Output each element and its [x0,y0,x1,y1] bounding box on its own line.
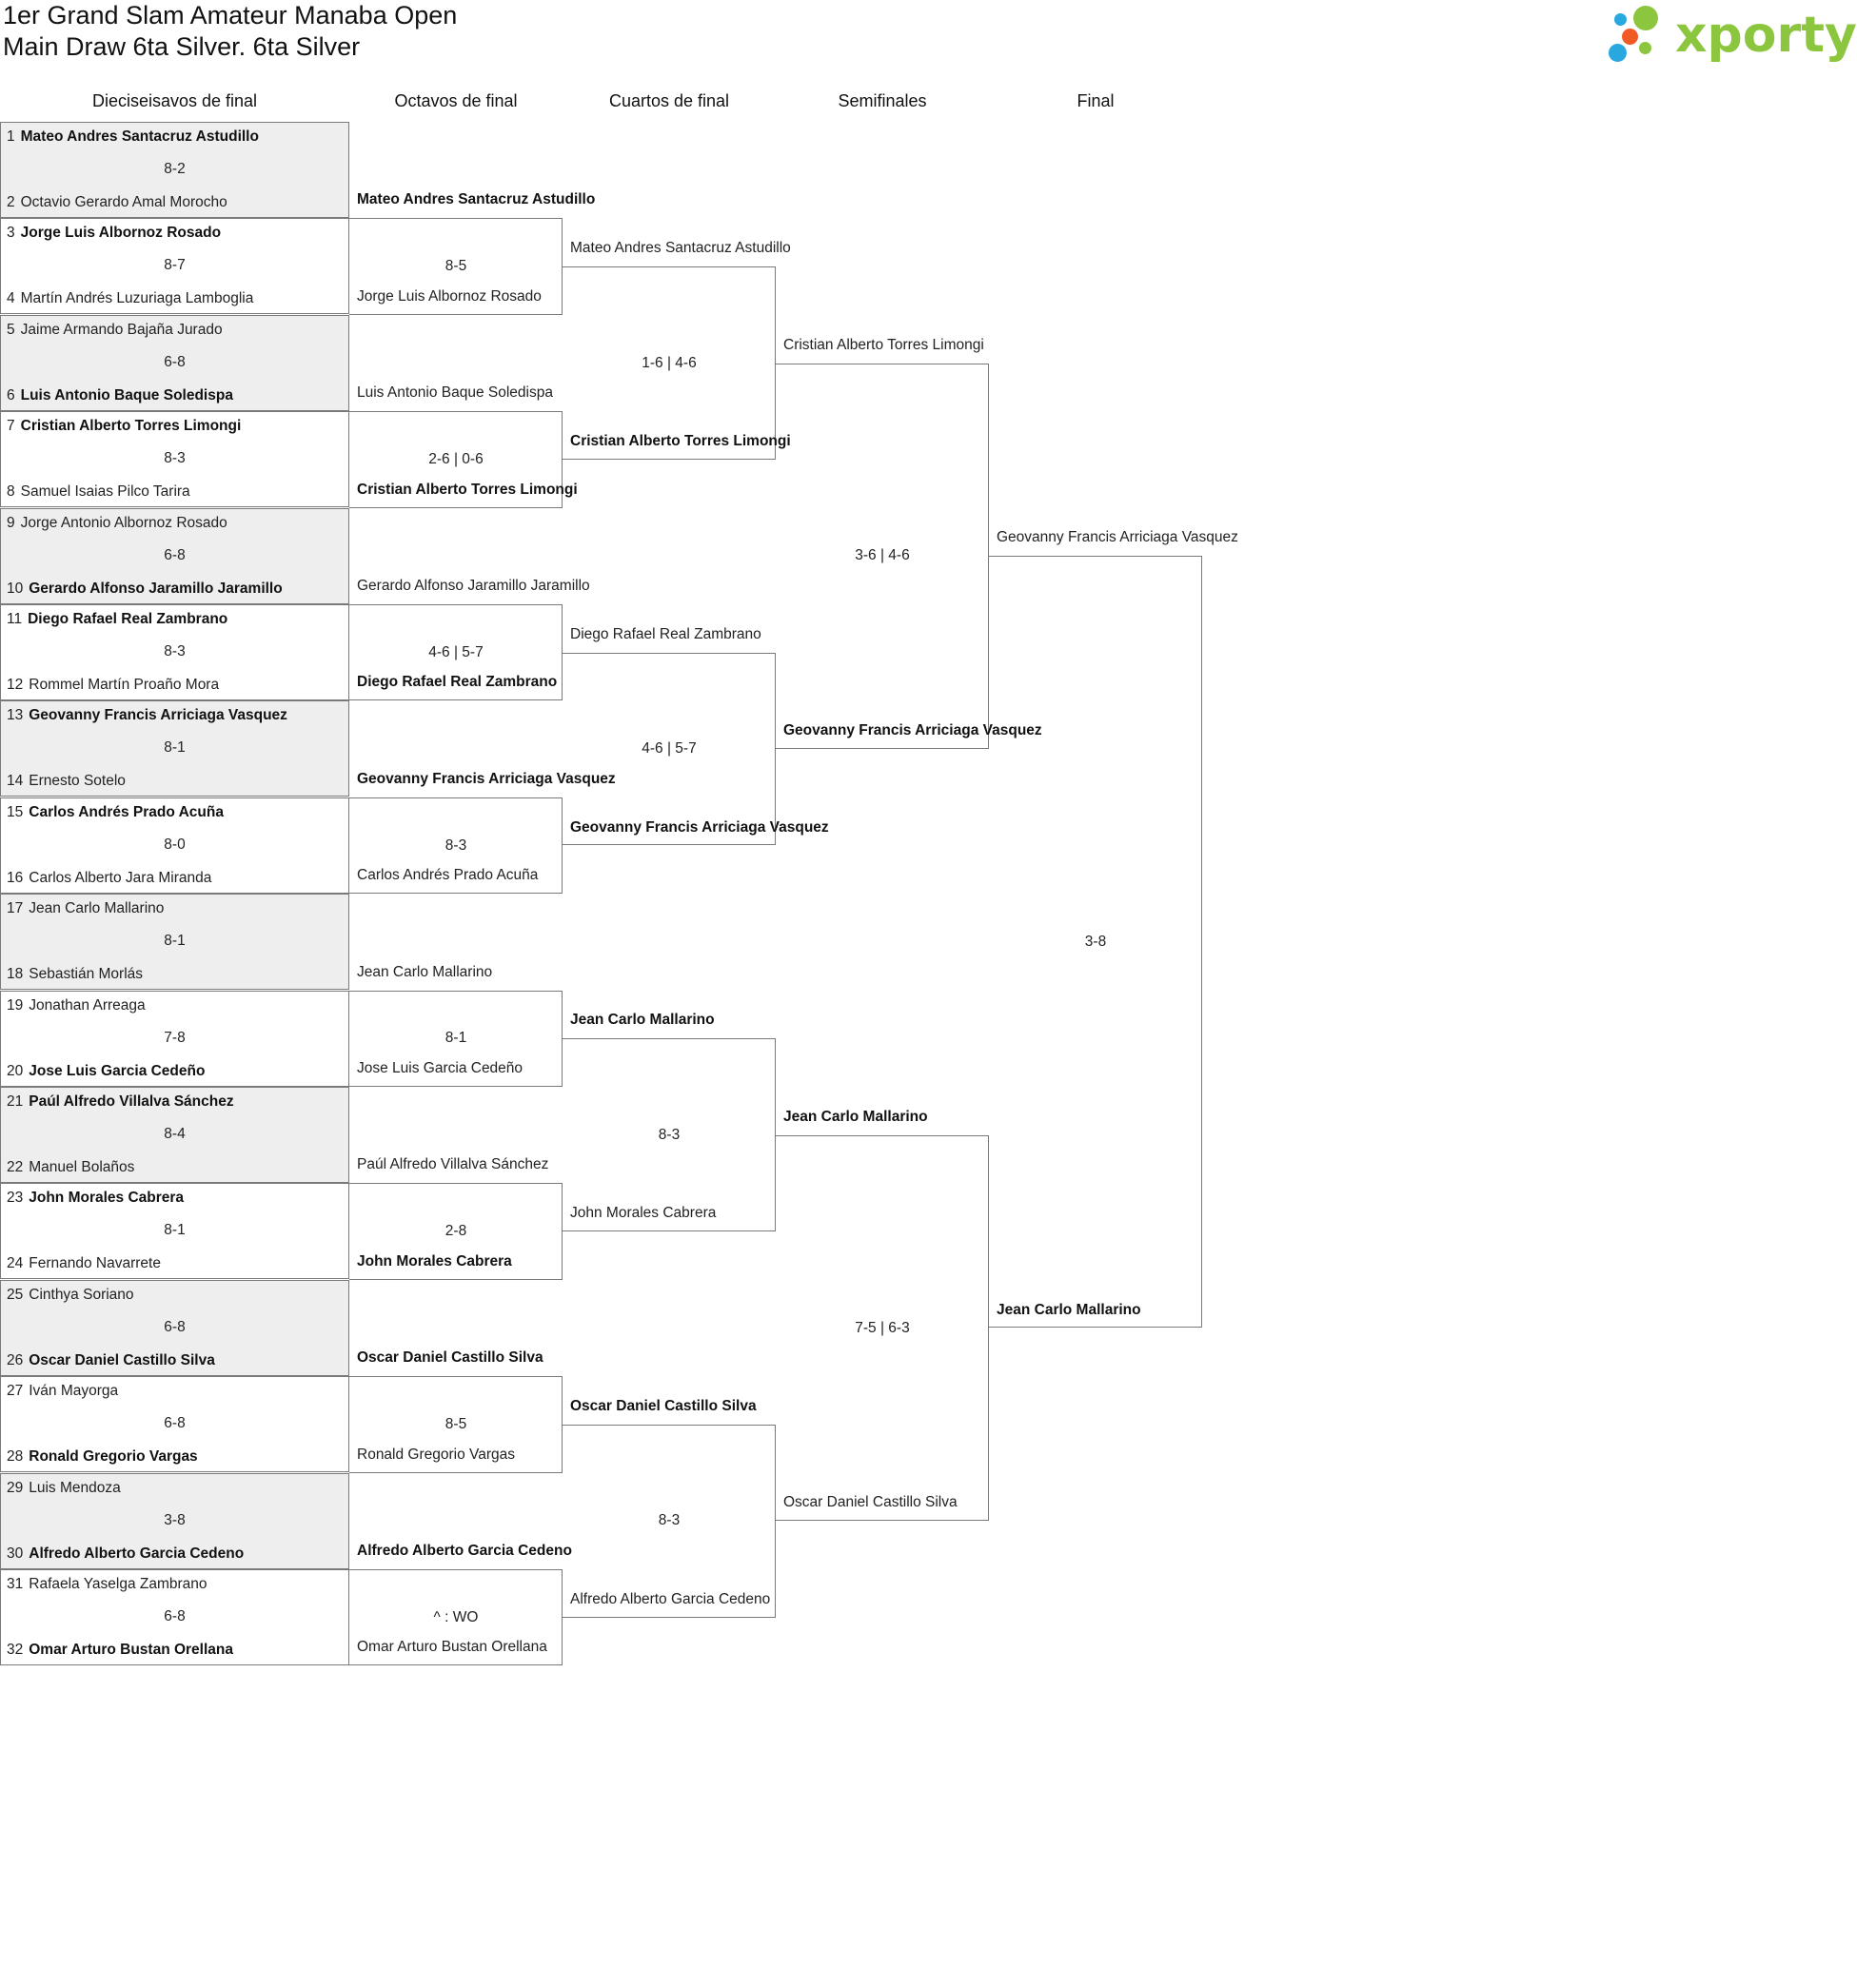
player-name: Carlos Alberto Jara Miranda [29,869,212,886]
match-score: 8-0 [164,836,186,853]
player-name[interactable]: Mateo Andres Santacruz Astudillo [570,240,791,257]
player-name: Cristian Alberto Torres Limongi [20,418,242,435]
player-name[interactable]: Diego Rafael Real Zambrano [570,625,761,642]
round-header-1: Dieciseisavos de final [91,91,258,110]
player-name[interactable]: Jean Carlo Mallarino [357,963,493,980]
player-seed: 26 [7,1351,24,1368]
player-name: Omar Arturo Bustan Orellana [29,1642,234,1658]
match-score: 8-5 [444,1415,467,1432]
player-entry[interactable] [7,1447,346,1466]
match-score: 8-3 [164,643,186,659]
r1-match [0,1087,349,1183]
player-name[interactable]: Geovanny Francis Arriciaga Vasquez [997,529,1238,546]
match-score: 7-5 | 6-3 [855,1319,910,1336]
player-seed: 18 [7,966,24,983]
player-name: Luis Antonio Baque Soledispa [20,386,233,404]
player-entry[interactable] [7,1062,346,1081]
player-name: Cinthya Soriano [29,1286,134,1303]
player-name: Gerardo Alfonso Jaramillo Jaramillo [29,580,283,597]
player-seed: 28 [7,1448,24,1466]
player-name[interactable]: Geovanny Francis Arriciaga Vasquez [570,818,829,836]
player-name: Manuel Bolaños [29,1159,135,1175]
player-seed: 25 [7,1286,24,1303]
player-seed: 14 [7,773,24,790]
player-seed: 5 [7,321,15,338]
r1-match [0,797,349,894]
match-score: 8-3 [658,1512,681,1529]
player-name: Jonathan Arreaga [29,996,146,1014]
match-score: 1-6 | 4-6 [642,354,697,371]
match-score: 2-6 | 0-6 [428,450,484,467]
player-entry[interactable] [7,676,346,695]
match-score: 3-8 [1084,933,1107,950]
match-score: 8-3 [444,837,467,854]
player-name[interactable]: Alfredo Alberto Garcia Cedeno [570,1590,771,1607]
player-entry[interactable] [7,514,346,533]
r1-match [0,1280,349,1376]
r1-match [0,894,349,990]
player-name[interactable]: Alfredo Alberto Garcia Cedeno [357,1543,572,1559]
round-header-4: Semifinales [838,91,927,110]
logo-dot-orange [1622,29,1638,45]
player-seed: 20 [7,1062,24,1079]
player-name: Jaime Armando Bajaña Jurado [20,321,223,338]
match-score: 8-2 [164,161,186,177]
player-seed: 1 [7,128,15,145]
player-entry[interactable] [7,899,346,918]
player-name: Jose Luis Garcia Cedeño [29,1062,206,1079]
player-name[interactable]: Geovanny Francis Arriciaga Vasquez [357,770,616,787]
player-name: Fernando Navarrete [29,1255,161,1272]
r1-match [0,218,349,314]
match-score: 8-1 [164,739,186,757]
player-entry[interactable] [7,580,346,599]
player-name[interactable]: Gerardo Alfonso Jaramillo Jaramillo [357,578,590,594]
player-name: Iván Mayorga [29,1383,119,1400]
player-name[interactable]: Jose Luis Garcia Cedeño [357,1060,524,1076]
match-score: 6-8 [164,1318,186,1335]
logo-dot-blue-small [1614,13,1627,26]
player-entry[interactable] [7,1479,346,1498]
player-name: Jorge Antonio Albornoz Rosado [20,514,227,531]
player-name: Sebastián Morlás [29,966,144,983]
player-seed: 11 [7,611,23,627]
player-name[interactable]: Jean Carlo Mallarino [570,1012,715,1029]
player-name: Diego Rafael Real Zambrano [28,611,228,627]
player-entry[interactable] [7,869,346,888]
match-score: 6-8 [164,546,186,563]
player-seed: 24 [7,1255,24,1272]
player-seed: 31 [7,1576,24,1592]
player-name[interactable]: Cristian Alberto Torres Limongi [783,336,984,353]
player-name: Paúl Alfredo Villalva Sánchez [29,1093,234,1110]
player-name: Mateo Andres Santacruz Astudillo [20,128,259,145]
r1-match [0,604,349,700]
player-entry[interactable] [7,1382,346,1401]
player-seed: 15 [7,803,24,820]
player-name: Ernesto Sotelo [29,773,126,790]
player-entry[interactable] [7,193,346,212]
player-name: Samuel Isaias Pilco Tarira [20,483,190,501]
player-entry[interactable] [7,482,346,502]
r1-match [0,1183,349,1279]
player-seed: 8 [7,483,15,501]
player-entry[interactable] [7,289,346,308]
r1-match [0,1569,349,1665]
player-entry[interactable] [7,610,346,629]
player-name: Ronald Gregorio Vargas [29,1448,198,1466]
player-entry[interactable] [7,965,346,984]
match-score: 7-8 [164,1029,186,1046]
player-entry[interactable] [7,1254,346,1273]
player-entry[interactable] [7,1189,346,1208]
player-name[interactable]: Ronald Gregorio Vargas [357,1446,515,1463]
player-name: Rommel Martín Proaño Mora [29,677,220,693]
match-score: 8-1 [164,1222,186,1239]
logo-wordmark: xporty [1675,7,1857,64]
r1-match [0,1473,349,1569]
player-entry[interactable] [7,386,346,405]
player-name: Martín Andrés Luzuriaga Lamboglia [20,290,254,307]
player-entry[interactable] [7,1545,346,1564]
match-score: 6-8 [164,1415,186,1432]
player-seed: 32 [7,1642,24,1658]
match-score: 8-4 [164,1126,186,1142]
r1-match [0,991,349,1087]
player-entry[interactable] [7,321,346,340]
player-name[interactable]: Oscar Daniel Castillo Silva [570,1397,757,1414]
player-seed: 29 [7,1479,24,1496]
tournament-title: 1er Grand Slam Amateur Manaba Open [3,1,458,30]
r1-match [0,122,349,218]
player-name[interactable]: Paúl Alfredo Villalva Sánchez [357,1156,549,1173]
player-seed: 7 [7,418,15,435]
player-name[interactable]: John Morales Cabrera [570,1205,717,1222]
r1-match [0,700,349,797]
player-seed: 21 [7,1093,24,1110]
match-score: 4-6 | 5-7 [642,740,697,758]
player-entry[interactable] [7,1575,346,1594]
match-score: 8-5 [444,258,467,275]
match-score: 3-6 | 4-6 [855,547,910,564]
player-name: John Morales Cabrera [29,1190,185,1207]
player-name[interactable]: Cristian Alberto Torres Limongi [570,432,791,449]
player-seed: 6 [7,386,15,404]
draw-subtitle: Main Draw 6ta Silver. 6ta Silver [3,32,361,61]
player-entry[interactable] [7,224,346,243]
player-name[interactable]: Geovanny Francis Arriciaga Vasquez [783,722,1042,739]
player-entry[interactable] [7,706,346,725]
round-header-3: Cuartos de final [608,91,730,110]
player-name[interactable]: Cristian Alberto Torres Limongi [357,481,578,498]
player-name: Jorge Luis Albornoz Rosado [20,225,222,242]
logo-dot-blue [1609,44,1627,62]
match-score: 8-7 [164,257,186,274]
match-score: 6-8 [164,1608,186,1624]
round-header-2: Octavos de final [394,91,518,110]
player-seed: 10 [7,580,24,597]
player-seed: 16 [7,869,24,886]
player-seed: 12 [7,677,24,693]
logo-dot-green-small [1639,42,1651,54]
player-name[interactable]: Jean Carlo Mallarino [783,1108,928,1125]
player-name: Alfredo Alberto Garcia Cedeno [29,1545,245,1562]
match-score: 8-3 [658,1126,681,1143]
r1-match [0,1376,349,1472]
player-entry[interactable] [7,417,346,436]
player-name: Luis Mendoza [29,1479,121,1496]
round-header-5: Final [1077,91,1115,110]
player-name[interactable]: Carlos Andrés Prado Acuña [357,867,539,884]
title-block [3,0,457,63]
player-entry[interactable] [7,772,346,791]
r1-match [0,411,349,507]
player-entry[interactable] [7,128,346,147]
player-name[interactable]: Oscar Daniel Castillo Silva [783,1494,958,1511]
match-score: ^ : WO [433,1608,479,1625]
match-score: 8-1 [444,1030,467,1047]
player-seed: 23 [7,1190,24,1207]
player-entry[interactable] [7,803,346,822]
player-seed: 30 [7,1545,24,1562]
r1-match [0,508,349,604]
match-score: 2-8 [444,1223,467,1240]
player-entry[interactable] [7,1286,346,1305]
player-name[interactable]: Diego Rafael Real Zambrano [357,674,558,691]
match-score: 8-3 [164,450,186,467]
player-entry[interactable] [7,1641,346,1660]
player-seed: 2 [7,194,15,210]
logo-dot-green [1633,6,1658,30]
player-seed: 22 [7,1159,24,1175]
player-entry[interactable] [7,1351,346,1370]
player-seed: 19 [7,996,24,1014]
match-score: 3-8 [164,1511,186,1528]
player-seed: 9 [7,514,15,531]
player-entry[interactable] [7,1158,346,1177]
player-name[interactable]: Oscar Daniel Castillo Silva [357,1349,543,1367]
player-name: Carlos Andrés Prado Acuña [29,803,224,820]
player-seed: 13 [7,707,24,724]
player-name: Jean Carlo Mallarino [29,900,165,917]
match-score: 8-1 [164,933,186,950]
match-score: 6-8 [164,353,186,370]
player-name[interactable]: John Morales Cabrera [357,1252,512,1270]
player-name: Rafaela Yaselga Zambrano [29,1576,207,1592]
player-name[interactable]: Jean Carlo Mallarino [997,1301,1141,1318]
player-name[interactable]: Omar Arturo Bustan Orellana [357,1639,547,1656]
player-seed: 17 [7,900,24,917]
player-seed: 4 [7,290,15,307]
player-name: Geovanny Francis Arriciaga Vasquez [29,707,287,724]
player-name[interactable]: Luis Antonio Baque Soledispa [357,384,553,402]
player-name: Octavio Gerardo Amal Morocho [20,194,227,210]
match-score: 4-6 | 5-7 [428,643,484,660]
player-seed: 27 [7,1383,24,1400]
player-entry[interactable] [7,1092,346,1112]
player-name[interactable]: Mateo Andres Santacruz Astudillo [357,191,596,208]
player-name[interactable]: Jorge Luis Albornoz Rosado [357,287,542,305]
player-seed: 3 [7,225,15,242]
r1-match [0,315,349,411]
player-entry[interactable] [7,996,346,1015]
xporty-logo [1609,4,1857,64]
player-name: Oscar Daniel Castillo Silva [29,1351,215,1368]
